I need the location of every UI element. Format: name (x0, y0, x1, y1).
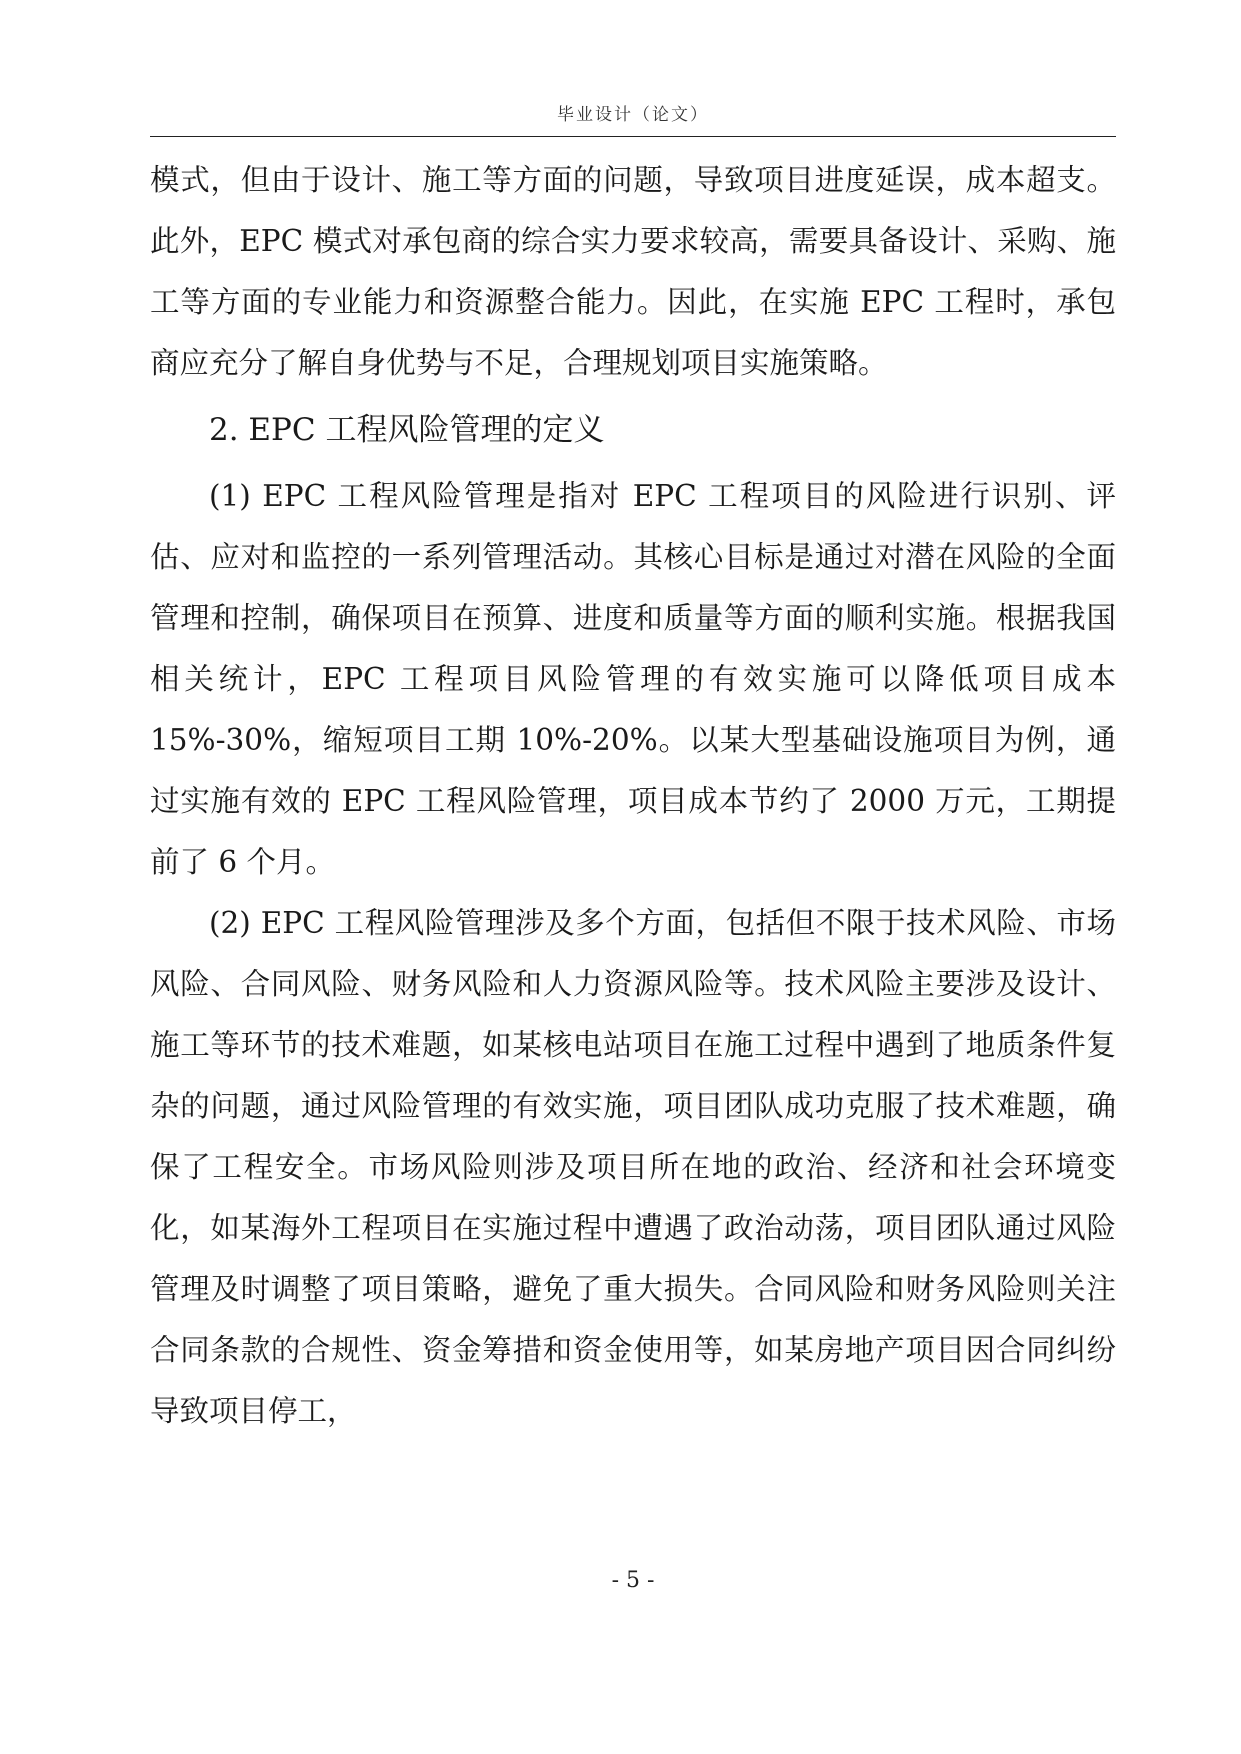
page-number: - 5 - (611, 1568, 655, 1593)
paragraph-2: (2) EPC 工程风险管理涉及多个方面，包括但不限于技术风险、市场风险、合同风险、财务风险和人力资源风险等。技术风险主要涉及设计、施工等环节的技术难题，如某核电站项目在施工过程中遇到了地质条件复杂的问题，通过风险管理的有效实施，项目团队成功克服了技术难题，确保了工程安全。市场风险则涉及项目所在地的政治、经济和社会环境变化，如某海外工程项目在实施过程中遭遇了政治动荡，项目团队通过风险管理及时调整了项目策略，避免了重大损失。合同风险和财务风险则关注合同条款的合规性、资金筹措和资金使用等，如某房地产项目因合同纠纷导致项目停工， (150, 906, 1116, 1428)
section-heading: 2. EPC 工程风险管理的定义 (209, 412, 605, 448)
header-rule (150, 136, 1116, 137)
paragraph-1: (1) EPC 工程风险管理是指对 EPC 工程项目的风险进行识别、评估、应对和监控的一系列管理活动。其核心目标是通过对潜在风险的全面管理和控制，确保项目在预算、进度和质量等方面的顺利实施。根据我国相关统计，EPC 工程项目风险管理的有效实施可以降低项目成本 15%-30%，缩短项目工期 10%-20%。以某大型基础设施项目为例，通过实施有效的 EPC 工程风险管理，项目成本节约了 2000 万元，工期提前了 6 个月。 (150, 479, 1116, 879)
body-text (150, 150, 1116, 1442)
paragraph-continued: 模式，但由于设计、施工等方面的问题，导致项目进度延误，成本超支。此外，EPC 模式对承包商的综合实力要求较高，需要具备设计、采购、施工等方面的专业能力和资源整合能力。因此，在实施 EPC 工程时，承包商应充分了解自身优势与不足，合理规划项目实施策略。 (150, 163, 1116, 380)
page-header: 毕业设计（论文） (557, 105, 709, 125)
